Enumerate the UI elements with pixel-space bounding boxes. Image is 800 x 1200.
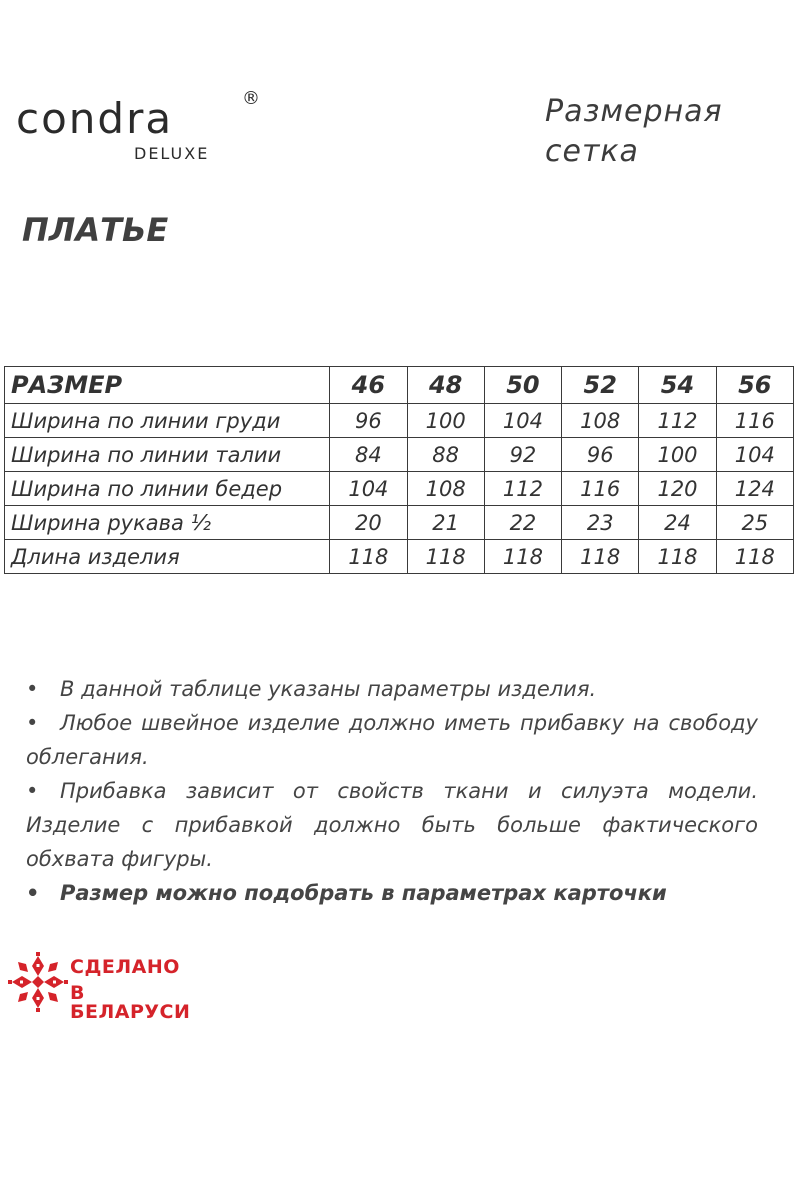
belarus-ornament-icon bbox=[8, 952, 68, 1012]
note-item bbox=[26, 774, 758, 876]
table-row bbox=[5, 540, 794, 574]
table-cell: 96 bbox=[330, 404, 407, 438]
table-cell: 112 bbox=[639, 404, 716, 438]
note-item-emphasis bbox=[26, 876, 758, 910]
note-text: Любое швейное изделие должно иметь прибавку на свободу облегания. bbox=[26, 711, 758, 769]
registered-mark: ® bbox=[242, 88, 260, 109]
table-cell: 116 bbox=[562, 472, 639, 506]
note-text: Размер можно подобрать в параметрах карточки bbox=[60, 881, 667, 905]
table-cell: 116 bbox=[716, 404, 793, 438]
table-cell: 104 bbox=[330, 472, 407, 506]
table-row bbox=[5, 438, 794, 472]
brand-name: condra bbox=[16, 94, 174, 143]
table-row bbox=[5, 472, 794, 506]
table-cell: 120 bbox=[639, 472, 716, 506]
table-row bbox=[5, 506, 794, 540]
size-header-cell: 56 bbox=[716, 367, 793, 404]
table-cell: 24 bbox=[639, 506, 716, 540]
page-heading bbox=[545, 92, 785, 172]
made-in-belarus-badge bbox=[8, 952, 208, 1023]
table-cell: 104 bbox=[716, 438, 793, 472]
table-cell: 22 bbox=[484, 506, 561, 540]
table-row bbox=[5, 404, 794, 438]
bullet-icon: • bbox=[26, 677, 39, 701]
table-cell: 104 bbox=[484, 404, 561, 438]
size-header-cell: 50 bbox=[484, 367, 561, 404]
table-cell: 96 bbox=[562, 438, 639, 472]
row-label: Ширина по линии бедер bbox=[5, 472, 330, 506]
note-item bbox=[26, 672, 758, 706]
table-cell: 118 bbox=[639, 540, 716, 574]
brand-logo bbox=[16, 90, 266, 170]
row-label: Ширина по линии груди bbox=[5, 404, 330, 438]
note-text: В данной таблице указаны параметры изделия. bbox=[60, 677, 597, 701]
size-header-cell: 48 bbox=[407, 367, 484, 404]
product-title: ПЛАТЬЕ bbox=[22, 211, 169, 249]
table-cell: 108 bbox=[562, 404, 639, 438]
notes-list bbox=[26, 672, 758, 910]
note-text: Прибавка зависит от свойств ткани и силуэта модели. Изделие с прибавкой должно быть больше фактического обхвата фигуры. bbox=[26, 779, 758, 871]
table-cell: 100 bbox=[407, 404, 484, 438]
page-heading-line1: Размерная bbox=[545, 94, 723, 129]
size-header-label: РАЗМЕР bbox=[5, 367, 330, 404]
made-in-line2: В БЕЛАРУСИ bbox=[70, 982, 191, 1023]
table-cell: 124 bbox=[716, 472, 793, 506]
made-in-line1: СДЕЛАНО bbox=[70, 956, 180, 978]
table-cell: 108 bbox=[407, 472, 484, 506]
table-cell: 21 bbox=[407, 506, 484, 540]
brand-subline: DELUXE bbox=[134, 144, 210, 163]
bullet-icon: • bbox=[26, 779, 39, 803]
size-header-cell: 52 bbox=[562, 367, 639, 404]
row-label: Ширина рукава ½ bbox=[5, 506, 330, 540]
table-cell: 100 bbox=[639, 438, 716, 472]
table-cell: 112 bbox=[484, 472, 561, 506]
size-header-cell: 54 bbox=[639, 367, 716, 404]
table-cell: 23 bbox=[562, 506, 639, 540]
bullet-icon: • bbox=[26, 881, 40, 905]
table-cell: 118 bbox=[484, 540, 561, 574]
table-cell: 118 bbox=[562, 540, 639, 574]
note-item bbox=[26, 706, 758, 774]
row-label: Длина изделия bbox=[5, 540, 330, 574]
table-cell: 84 bbox=[330, 438, 407, 472]
page-heading-line2: сетка bbox=[545, 134, 639, 169]
table-cell: 88 bbox=[407, 438, 484, 472]
table-cell: 92 bbox=[484, 438, 561, 472]
size-table bbox=[4, 366, 794, 574]
table-cell: 118 bbox=[716, 540, 793, 574]
table-cell: 118 bbox=[407, 540, 484, 574]
table-cell: 20 bbox=[330, 506, 407, 540]
row-label: Ширина по линии талии bbox=[5, 438, 330, 472]
size-table-header-row bbox=[5, 367, 794, 404]
table-cell: 118 bbox=[330, 540, 407, 574]
size-header-cell: 46 bbox=[330, 367, 407, 404]
table-cell: 25 bbox=[716, 506, 793, 540]
bullet-icon: • bbox=[26, 711, 39, 735]
